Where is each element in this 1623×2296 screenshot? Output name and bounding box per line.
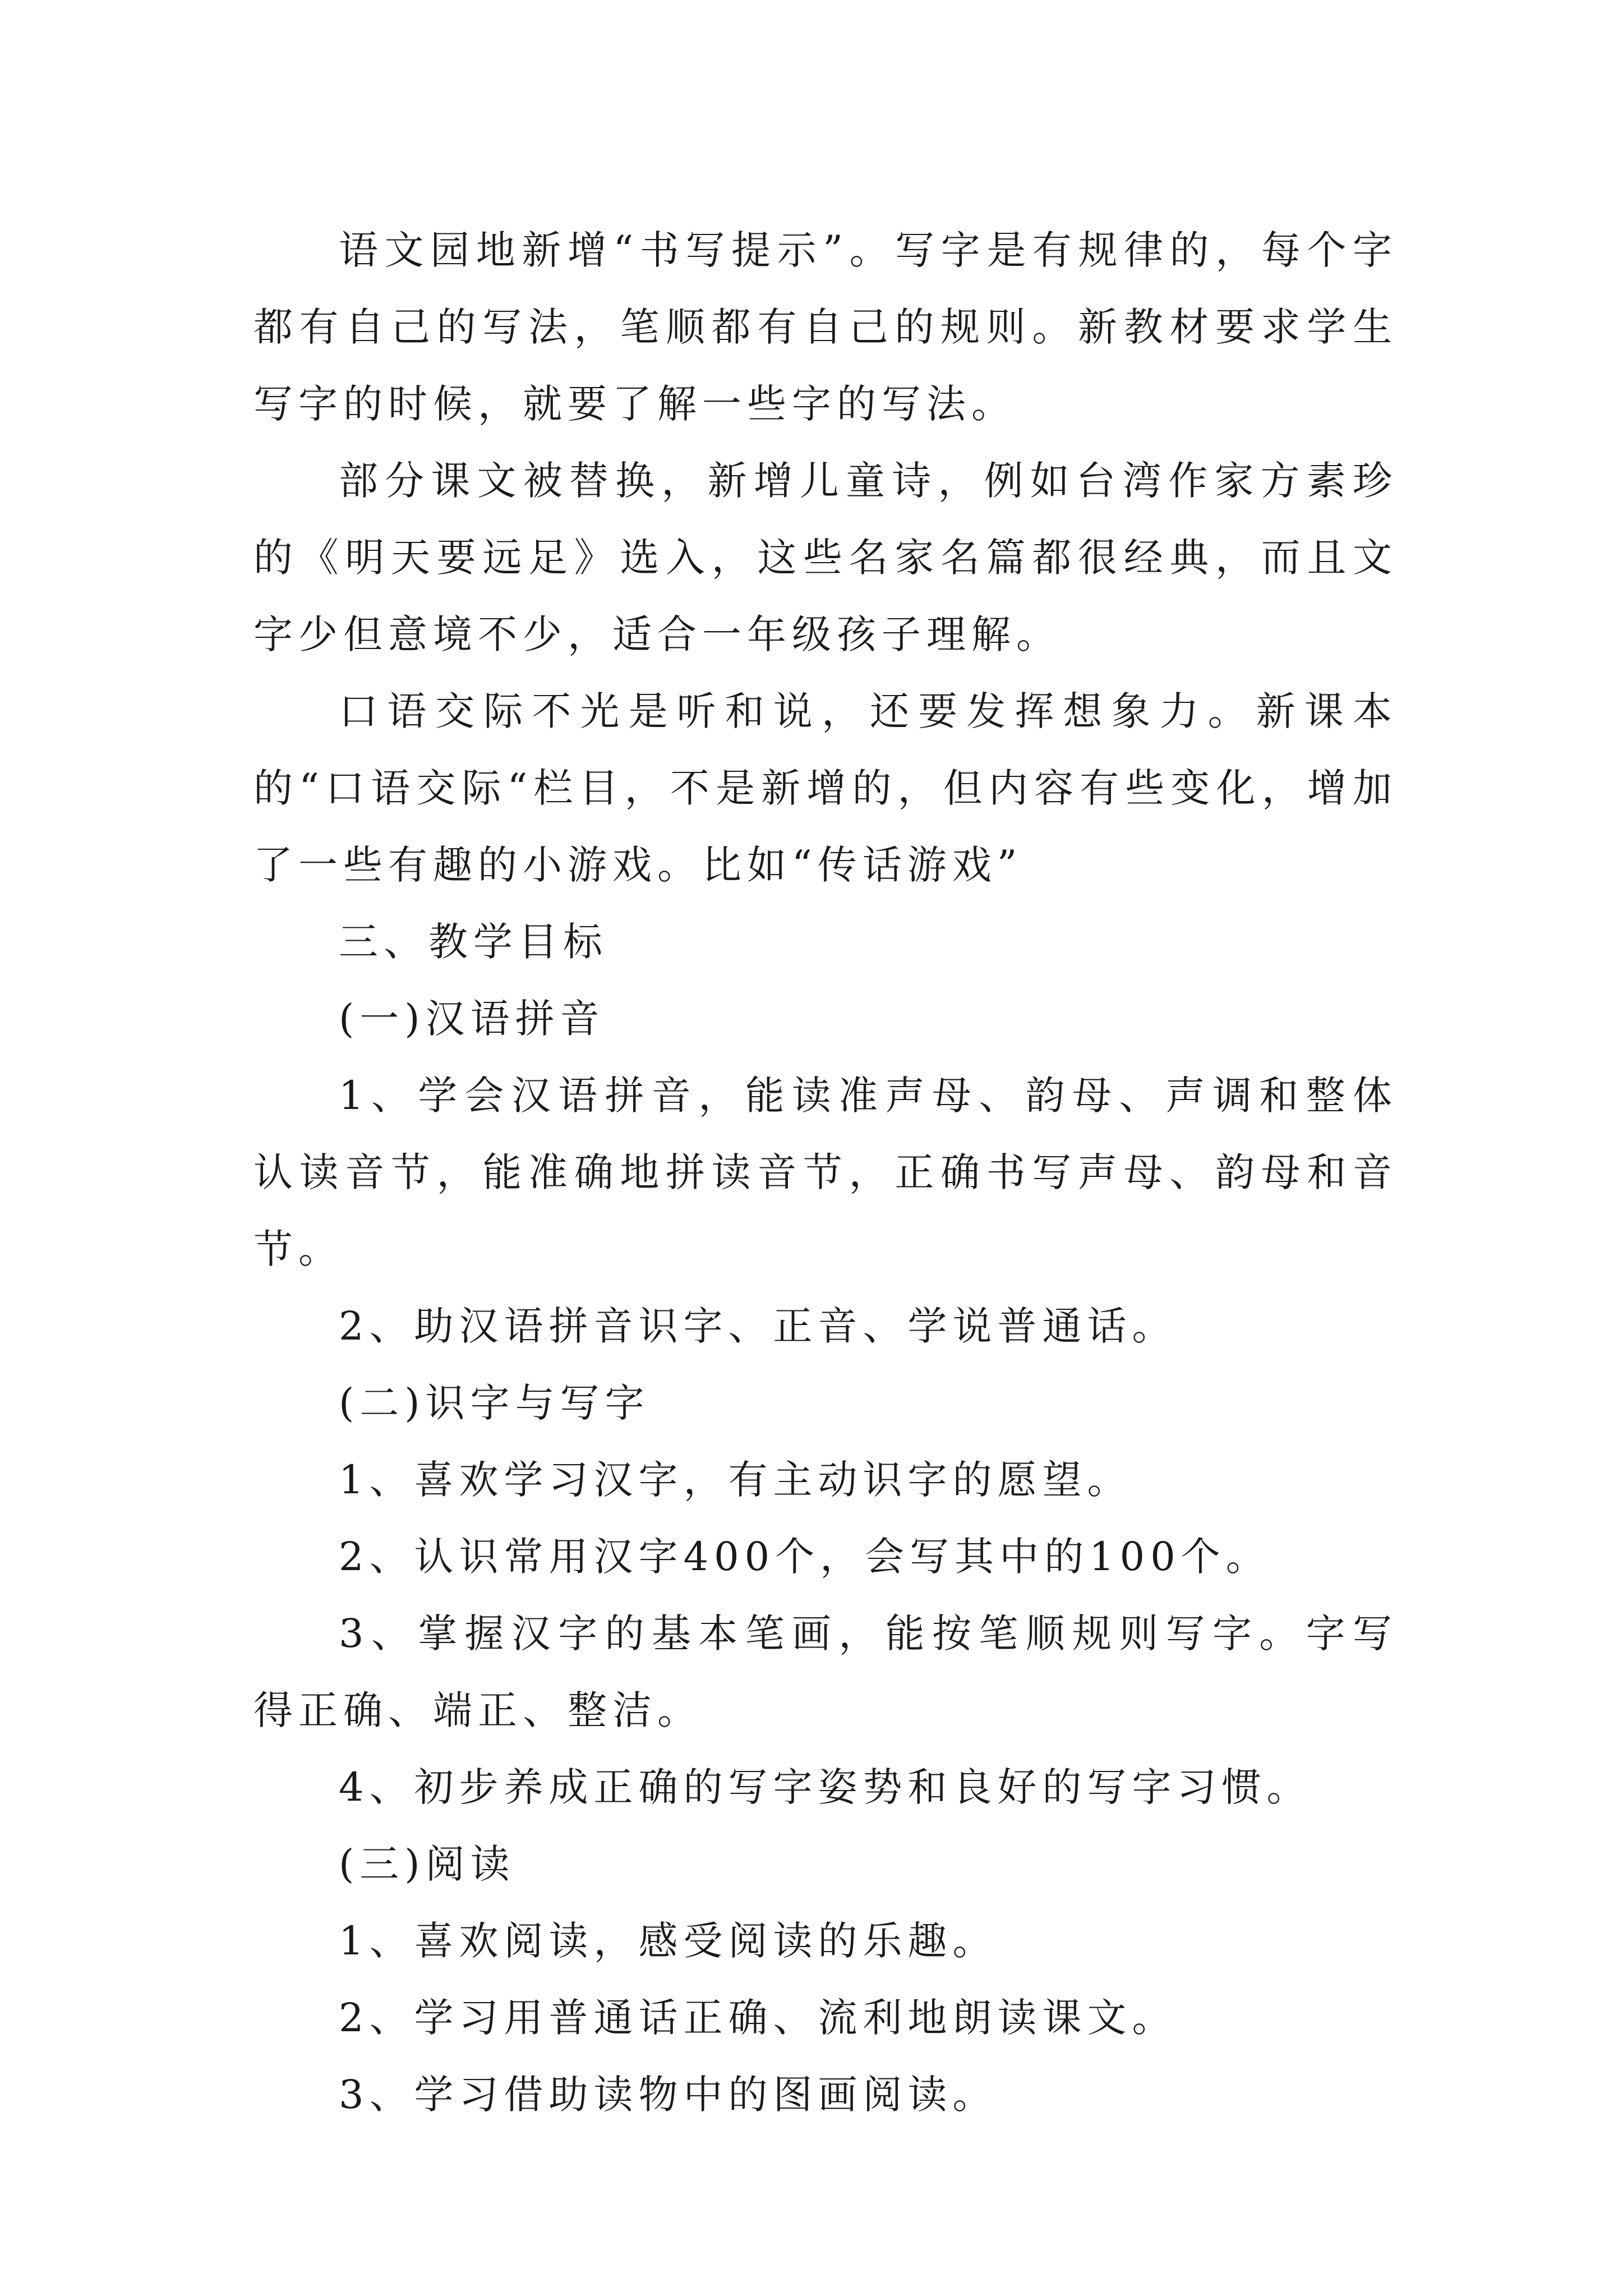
list-item-literacy-1: 1、喜欢学习汉字，有主动识字的愿望。: [339, 1457, 1132, 1503]
list-item-reading-3: 3、学习借助读物中的图画阅读。: [339, 2072, 998, 2118]
subheading-reading: (三)阅读: [339, 1841, 515, 1887]
paragraph-writing-tips: 语文园地新增“书写提示”。写字是有规律的，每个字都有自己的写法，笔顺都有自己的规则。新教材要求学生写字的时候，就要了解一些字的写法。: [253, 227, 1398, 427]
paragraph-oral-communication: 口语交际不光是听和说，还要发挥想象力。新课本的“口语交际“栏目，不是新增的，但内容有些变化，增加了一些有趣的小游戏。比如“传话游戏”: [253, 688, 1398, 888]
list-item-reading-2: 2、学习用普通话正确、流利地朗读课文。: [339, 1995, 1177, 2041]
paragraph-replaced-texts: 部分课文被替换，新增儿童诗，例如台湾作家方素珍的《明天要远足》选入，这些名家名篇都很经典，而且文字少但意境不少，适合一年级孩子理解。: [253, 458, 1398, 657]
subheading-literacy: (二)识字与写字: [339, 1380, 650, 1426]
document-body: [253, 212, 1398, 2133]
list-item-literacy-3: 3、掌握汉字的基本笔画，能按笔顺规则写字。字写得正确、端正、整洁。: [253, 1611, 1398, 1733]
subheading-pinyin: (一)汉语拼音: [339, 996, 605, 1042]
section-heading-teaching-goals: 三、教学目标: [339, 919, 608, 965]
list-item-reading-1: 1、喜欢阅读，感受阅读的乐趣。: [339, 1918, 998, 1964]
list-item-pinyin-1: 1、学会汉语拼音，能读准声母、韵母、声调和整体认读音节，能准确地拼读音节，正确书写声母、韵母和音节。: [253, 1073, 1398, 1272]
list-item-literacy-4: 4、初步养成正确的写字姿势和良好的写字习惯。: [339, 1764, 1312, 1810]
list-item-literacy-2: 2、认识常用汉字400个，会写其中的100个。: [339, 1534, 1271, 1580]
list-item-pinyin-2: 2、助汉语拼音识字、正音、学说普通话。: [339, 1303, 1177, 1349]
